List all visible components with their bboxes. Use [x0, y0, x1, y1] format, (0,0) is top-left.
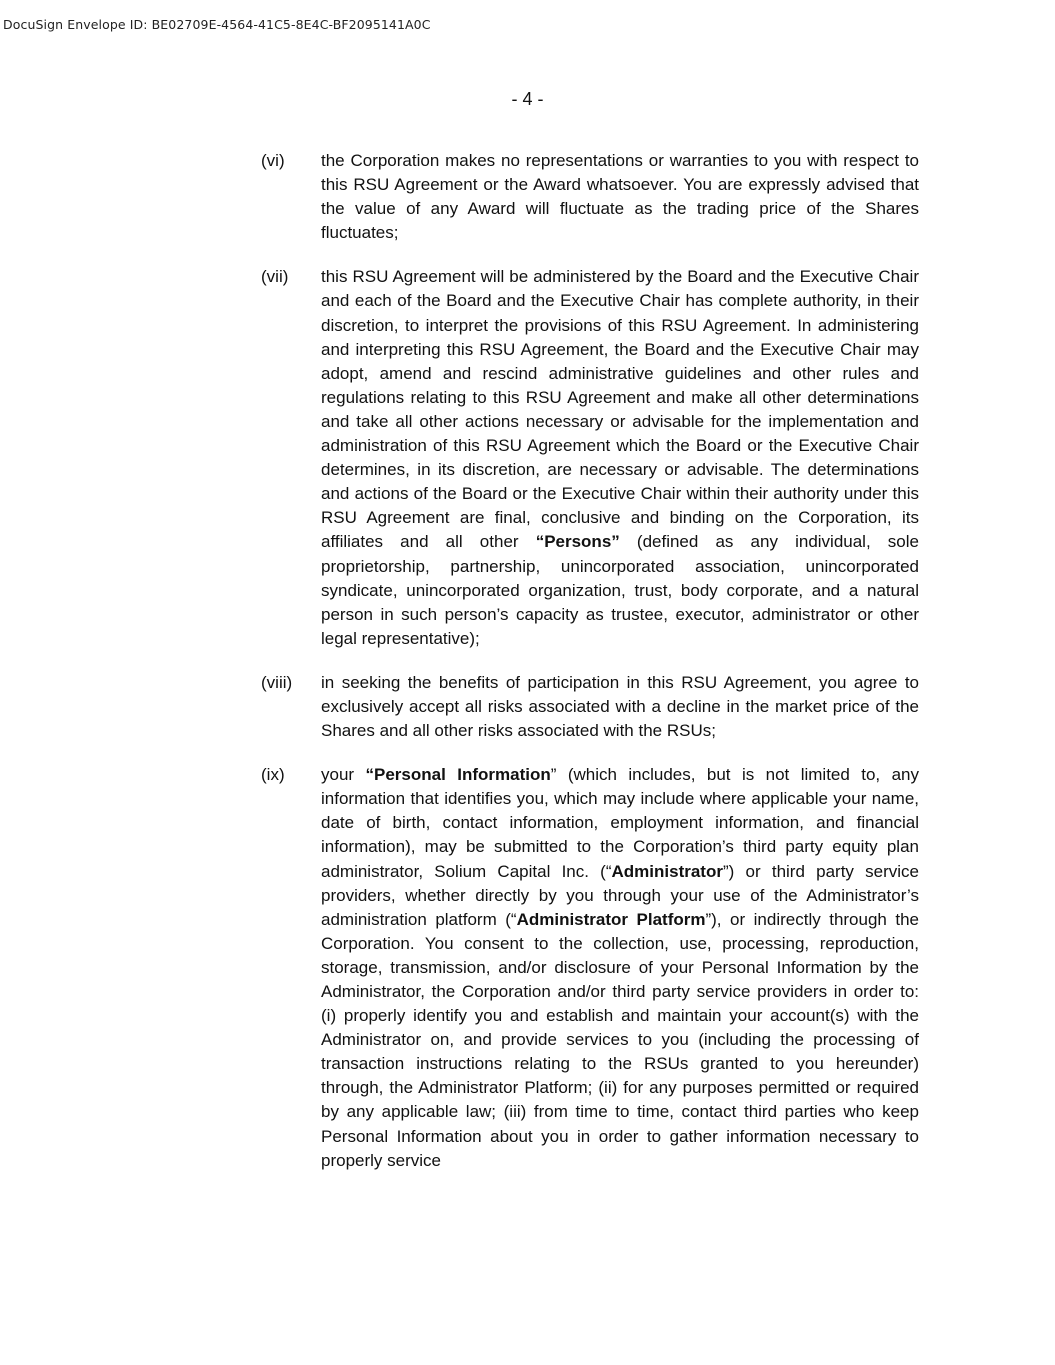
clause-text-part: this RSU Agreement will be administered by the Board and the Executive Chair and each of the Board and the Executive Chair has complete authority, in their discretion, to interpret the provisions of this RSU Agreement. In administering and interpreting this RSU Agreement, the Board and the Executive Chair may adopt, amend and rescind administrative guidelines and other rules and regulations relating to this RSU Agreement and make all other determinations and take all other actions necessary or advisable for the implementation and administration of this RSU Agreement which the Board or the Executive Chair determines, in its discretion, are necessary or advisable. The determinations and actions of the Board or the Executive Chair within their authority under this RSU Agreement are final, conclusive and binding on the Corporation, its affiliates and all other — [321, 267, 919, 552]
clause-label: (viii) — [261, 672, 293, 692]
page-number: - 4 - — [511, 89, 544, 109]
clause-label: (ix) — [261, 765, 285, 785]
defined-term-administrator: Administrator — [611, 861, 723, 881]
envelope-id: DocuSign Envelope ID: BE02709E-4564-41C5-8E4C-BF2095141A0C — [3, 17, 431, 32]
clause-viii — [261, 671, 919, 743]
clause-text-part: ”) or third party service providers, whether directly by you through your use of the Administrator’s administration platform (“ — [321, 861, 919, 929]
clause-label: (vii) — [261, 267, 289, 287]
clause-text-part: ” (which includes, but is not limited to, any information that identifies you, which may include where applicable your name, date of birth, contact information, employment information, and financial information), may be submitted to the Corporation’s third party equity plan administrator, Solium Capital Inc. (“ — [321, 765, 919, 881]
clause-text-part: your — [321, 765, 366, 785]
clause-vi — [261, 149, 919, 245]
clause-text — [321, 763, 919, 1173]
defined-term-personal-information: “Personal Information — [365, 765, 551, 785]
defined-term-administrator-platform: Administrator Platform — [516, 909, 706, 929]
clause-list — [261, 149, 919, 1193]
clause-text-body: in seeking the benefits of participation in this RSU Agreement, you agree to exclusively accept all risks associated with a decline in the market price of the Shares and all other risks associated with the RSUs; — [321, 672, 919, 741]
clause-text — [321, 149, 919, 245]
clause-text — [321, 671, 919, 743]
clause-ix — [261, 763, 919, 1173]
clause-text-part: ”), or indirectly through the Corporation. You consent to the collection, use, processing, reproduction, storage, transmission, and/or disclosure of your Personal Information by the Administrator, the Corporation and/or third party service providers in order to: (i) properly identify you and establish and maintain your account(s) with the Administrator on, and provide services to you (including the processing of transaction instructions relating to the RSUs granted to you hereunder) through, the Administrator Platform; (ii) for any purposes permitted or required by any applicable law; (iii) from time to time, contact third parties who keep Personal Information about you in order to gather information necessary to properly service — [321, 909, 920, 1170]
clause-text-part: (defined as any individual, sole proprietorship, partnership, unincorporated association, unincorporated syndicate, unincorporated organization, trust, body corporate, and a natural person in such person’s capacity as trustee, executor, administrator or other legal representative); — [321, 532, 919, 648]
defined-term-persons: “Persons” — [535, 532, 620, 552]
clause-label: (vi) — [261, 151, 285, 170]
clause-vii — [261, 265, 919, 651]
clause-text — [321, 265, 919, 651]
clause-text-body: the Corporation makes no representations or warranties to you with respect to this RSU Agreement or the Award whatsoever. You are expressly advised that the value of any Award will fluctuate as the trading price of the Shares fluctuates; — [321, 151, 919, 243]
